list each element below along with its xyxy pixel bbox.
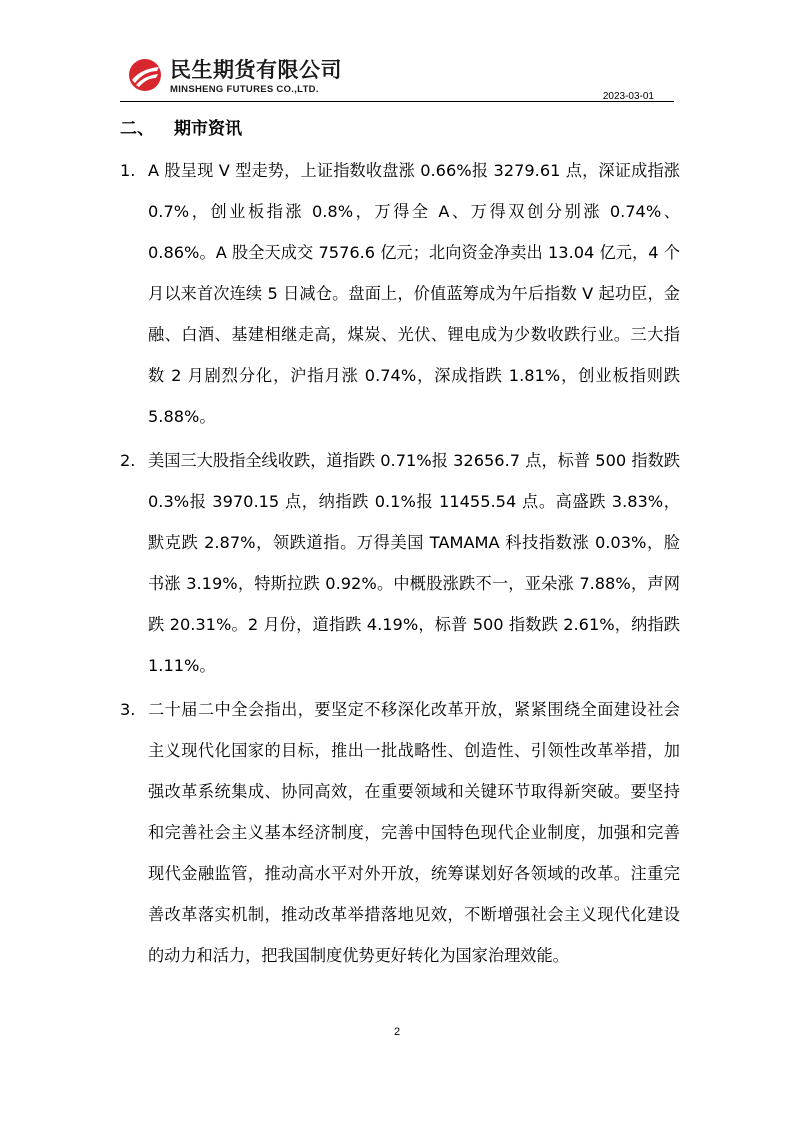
minsheng-logo-icon <box>128 58 162 92</box>
page-number: 2 <box>393 1026 401 1038</box>
item-text: 二十届二中全会指出，要坚定不移深化改革开放，紧紧围绕全面建设社会主义现代化国家的目标，推出一批战略性、创造性、引领性改革举措，加强改革系统集成、协同高效，在重要领域和关键环节取得新突破。要坚持和完善社会主义基本经济制度，完善中国特色现代企业制度，加强和完善现代金融监管，推动高水平对外开放，统筹谋划好各领域的改革。注重完善改革落实机制，推动改革举措落地见效，不断增强社会主义现代化建设的动力和活力，把我国制度优势更好转化为国家治理效能。 <box>148 700 680 965</box>
report-date: 2023-03-01 <box>602 91 654 102</box>
list-item <box>120 689 680 976</box>
list-item <box>120 440 680 686</box>
section-number: 二、 <box>120 119 154 139</box>
item-number: 2. <box>120 451 136 470</box>
item-number: 3. <box>120 700 136 719</box>
section-title: 期市资讯 <box>174 119 242 139</box>
company-name-cn: 民生期货有限公司 <box>170 58 342 82</box>
company-name-en: MINSHENG FUTURES CO.,LTD. <box>170 84 319 95</box>
news-list <box>120 150 680 979</box>
page-header <box>120 52 674 102</box>
item-number: 1. <box>120 161 136 180</box>
item-text: 美国三大股指全线收跌，道指跌 0.71%报 32656.7 点，标普 500 指数跌 0.3%报 3970.15 点，纳指跌 0.1%报 11455.54 点。高盛跌 3.83%，默克跌 2.87%，领跌道指。万得美国 TAMAMA 科技指数涨 0.03%，脸书涨 3.19%，特斯拉跌 0.92%。中概股涨跌不一，亚朵涨 7.88%，声网跌 20.31%。2 月份，道指跌 4.19%，标普 500 指数跌 2.61%，纳指跌 1.11%。 <box>148 451 680 675</box>
header-divider <box>120 101 674 102</box>
list-item <box>120 150 680 437</box>
section-heading <box>120 114 242 139</box>
item-text: A 股呈现 V 型走势，上证指数收盘涨 0.66%报 3279.61 点，深证成指涨 0.7%，创业板指涨 0.8%，万得全 A、万得双创分别涨 0.74%、0.86%。A 股全天成交 7576.6 亿元；北向资金净卖出 13.04 亿元，4 个月以来首次连续 5 日减仓。盘面上，价值蓝筹成为午后指数 V 起功臣，金融、白酒、基建相继走高，煤炭、光伏、锂电成为少数收跌行业。三大指数 2 月剧烈分化，沪指月涨 0.74%，深成指跌 1.81%，创业板指则跌 5.88%。 <box>148 161 680 426</box>
